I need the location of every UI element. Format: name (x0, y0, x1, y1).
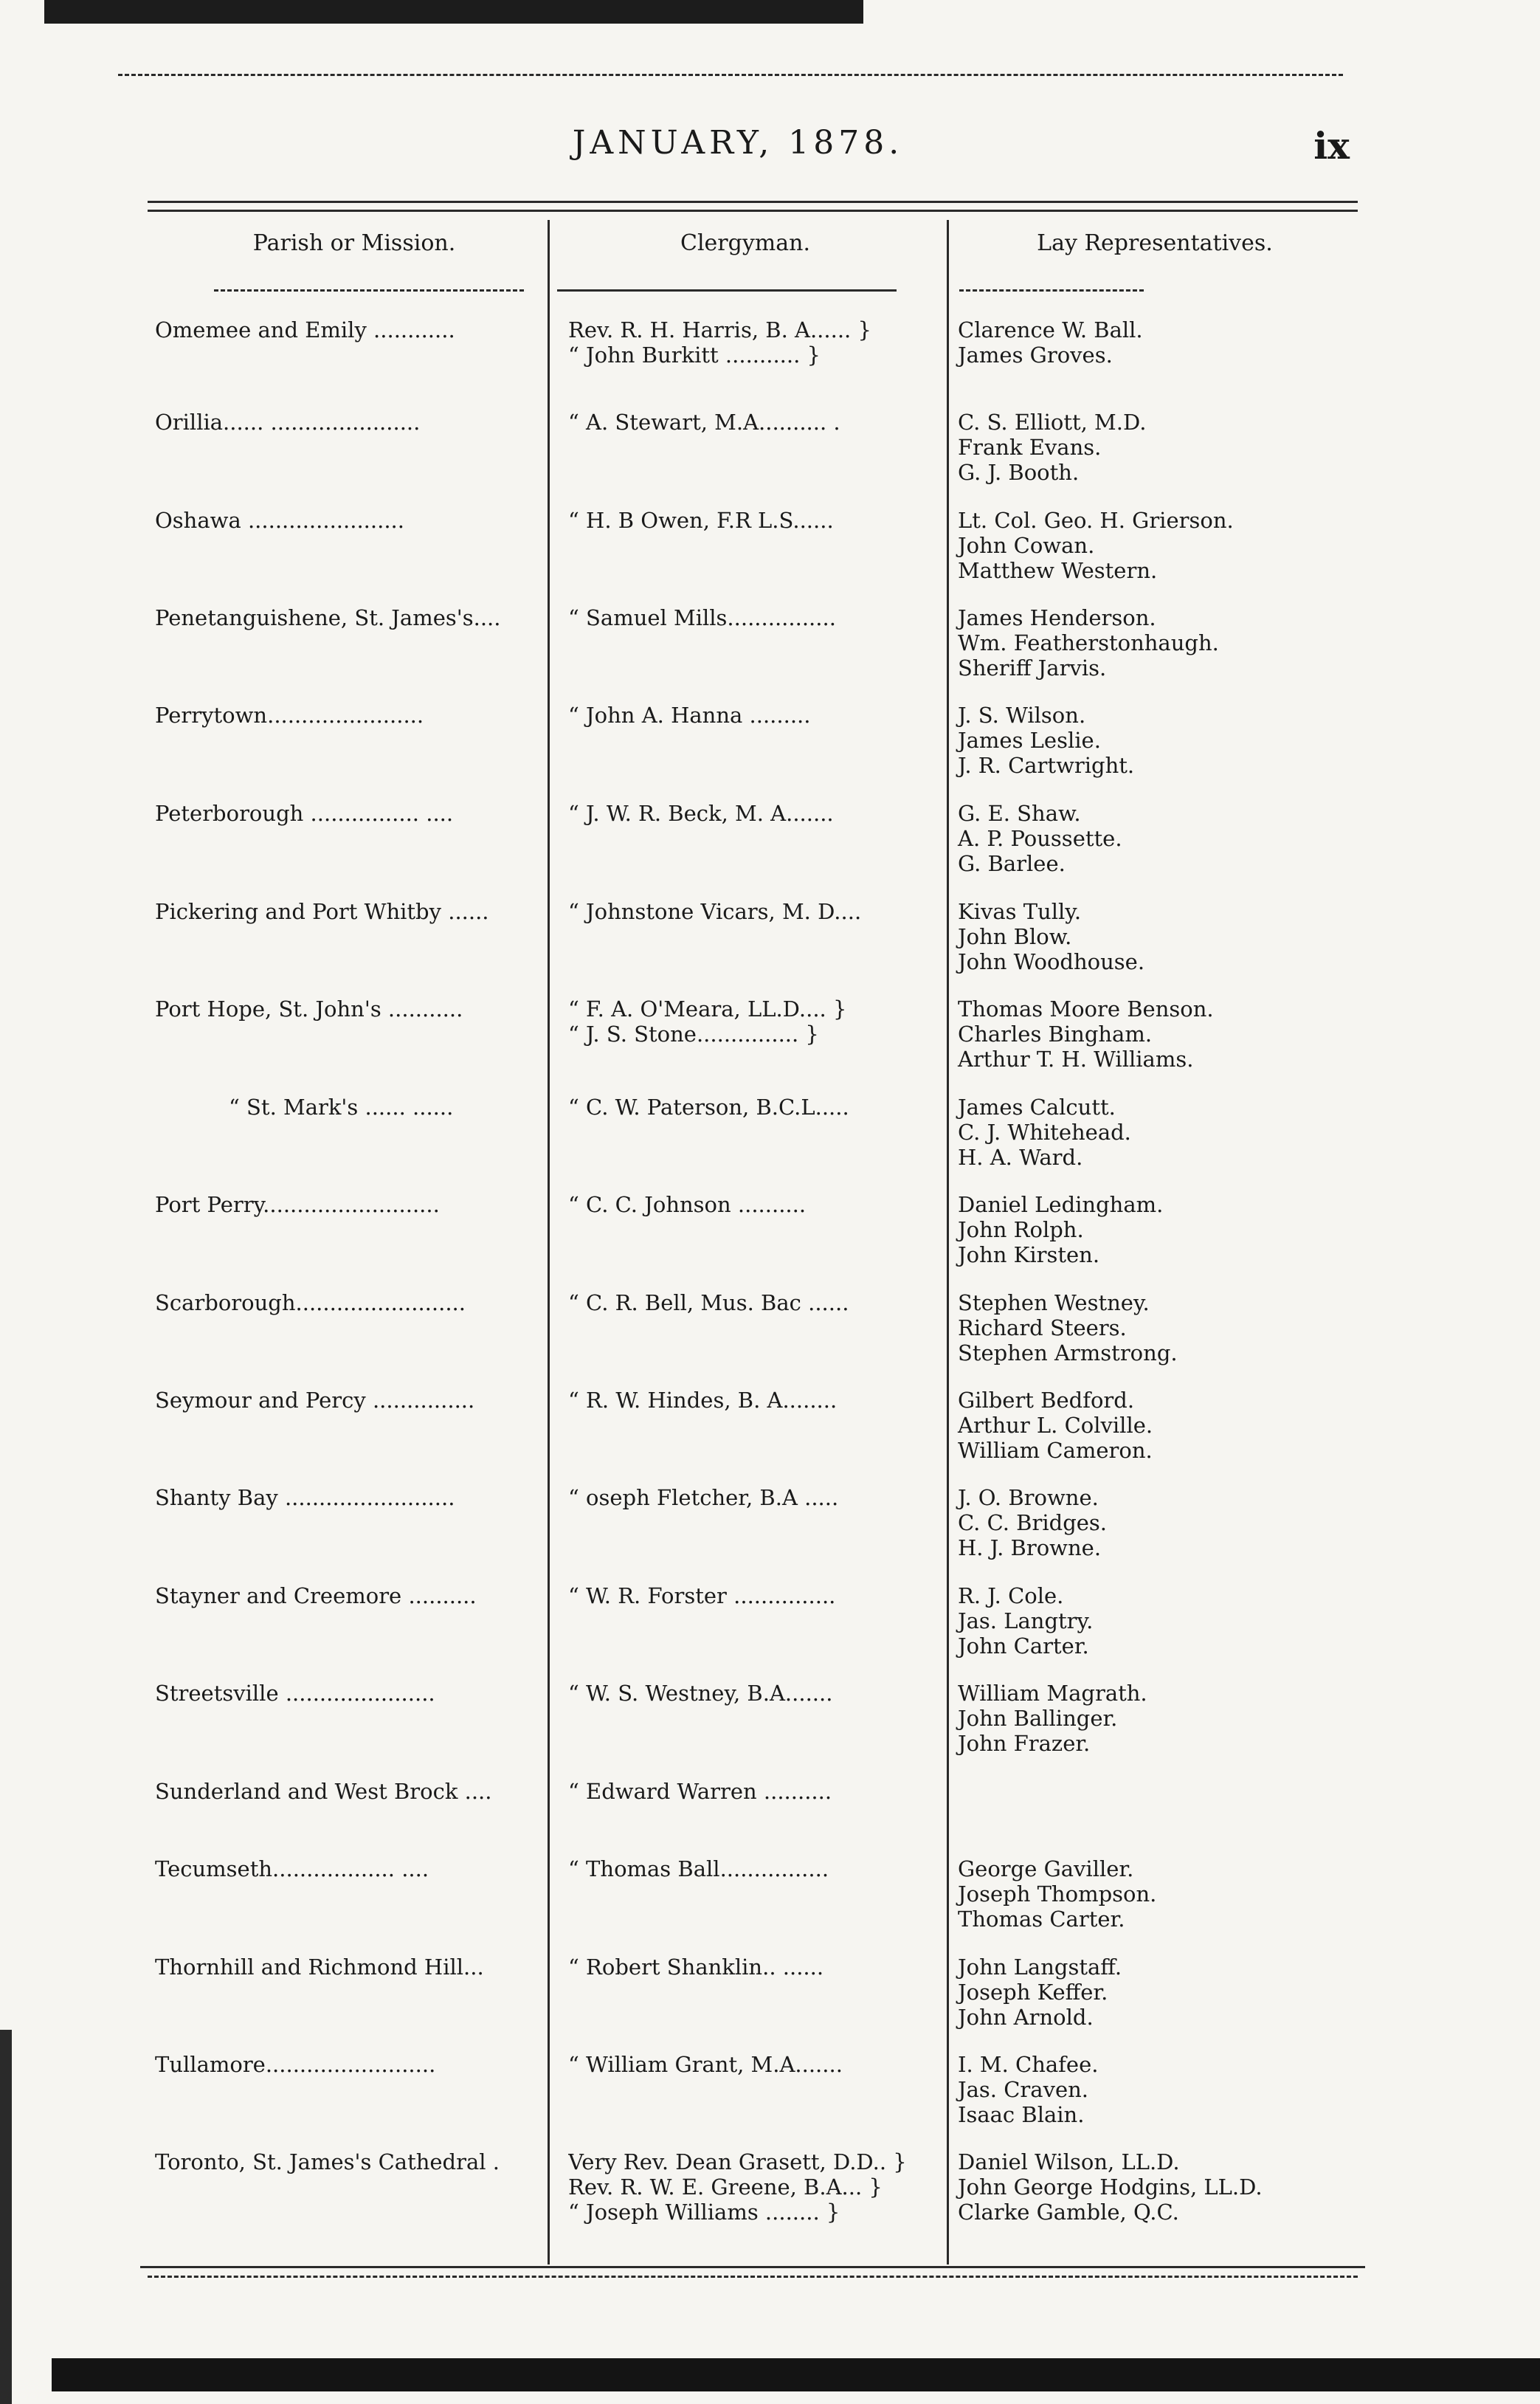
lay-representatives-cell (958, 899, 1371, 974)
lay-representatives-cell (958, 508, 1371, 583)
parish-name: Sunderland and West Brock .... (155, 1779, 492, 1804)
clergyman-cell (568, 410, 945, 435)
lay-representative-name: Kivas Tully. (958, 899, 1082, 924)
lay-representative-name: John Rolph. (958, 1217, 1084, 1242)
parish-name: Oshawa ....................... (155, 508, 404, 533)
lay-representative-name: William Cameron. (958, 1438, 1153, 1463)
lay-representative-name: James Groves. (958, 342, 1113, 368)
clergyman-cell (568, 899, 945, 924)
lay-representative-name: John George Hodgins, LL.D. (958, 2174, 1263, 2200)
clergyman-cell (568, 1954, 945, 1980)
parish-name: Tecumseth.................. .... (155, 1856, 429, 1881)
lay-representative-name: Arthur T. H. Williams. (958, 1047, 1194, 1072)
lay-representative-name: C. C. Bridges. (958, 1510, 1108, 1535)
clergyman-name: “ J. W. R. Beck, M. A....... (568, 801, 834, 826)
clergyman-cell (568, 1485, 945, 1510)
lay-representatives-cell (958, 1954, 1371, 2030)
column-header-parish: Parish or Mission. (252, 230, 456, 256)
lay-representative-name: I. M. Chafee. (958, 2052, 1099, 2077)
lay-representative-name: John Cowan. (958, 533, 1095, 558)
clergyman-name: “ F. A. O'Meara, LL.D.... } (568, 996, 847, 1022)
clergyman-name: “ John Burkitt ........... } (568, 342, 821, 368)
clergyman-cell (568, 1779, 945, 1804)
lay-representative-name: Clarence W. Ball. (958, 317, 1143, 342)
lay-representatives-cell (958, 1485, 1371, 1560)
lay-representative-name: R. J. Cole. (958, 1583, 1064, 1608)
clergyman-cell (568, 2052, 945, 2077)
lay-representative-name: H. A. Ward. (958, 1145, 1083, 1170)
page-number: ix (1313, 124, 1350, 168)
lay-representative-name: Charles Bingham. (958, 1022, 1153, 1047)
lay-representative-name: G. J. Booth. (958, 460, 1080, 485)
lay-representative-name: Clarke Gamble, Q.C. (958, 2200, 1179, 2225)
clergyman-cell (568, 1388, 945, 1413)
clergyman-cell (568, 1583, 945, 1608)
column-divider-right (947, 220, 949, 2264)
parish-name: Thornhill and Richmond Hill... (155, 1954, 484, 1980)
clergyman-cell (568, 1192, 945, 1217)
lay-representative-name: Jas. Langtry. (958, 1608, 1094, 1633)
lay-representative-name: Daniel Ledingham. (958, 1192, 1164, 1217)
lay-representative-name: J. R. Cartwright. (958, 753, 1135, 778)
lay-representative-name: John Frazer. (958, 1731, 1091, 1756)
lay-representative-name: Arthur L. Colville. (958, 1413, 1153, 1438)
lay-representative-name: Matthew Western. (958, 558, 1158, 583)
lay-representative-name: Stephen Westney. (958, 1290, 1150, 1315)
parish-name: Stayner and Creemore .......... (155, 1583, 477, 1608)
clergyman-cell (568, 996, 945, 1047)
lay-representatives-cell (958, 1290, 1371, 1365)
top-dashed-rule (118, 74, 1343, 76)
lay-representative-name: Joseph Keffer. (958, 1980, 1108, 2005)
lay-representative-name: William Magrath. (958, 1681, 1147, 1706)
lay-representative-name: A. P. Poussette. (958, 826, 1122, 851)
parish-name: Tullamore......................... (155, 2052, 436, 2077)
clergyman-name: Very Rev. Dean Grasett, D.D.. } (568, 2149, 907, 2174)
lay-representative-name: Lt. Col. Geo. H. Grierson. (958, 508, 1234, 533)
lay-representatives-cell (958, 801, 1371, 876)
clergyman-name: “ C. C. Johnson .......... (568, 1192, 807, 1217)
column-rule-clergy (557, 289, 897, 292)
clergyman-cell (568, 317, 945, 368)
lay-representatives-cell (958, 317, 1371, 368)
clergyman-cell (568, 605, 945, 630)
clergyman-cell (568, 1095, 945, 1120)
parish-name: Pickering and Port Whitby ...... (155, 899, 489, 924)
lay-representative-name: James Calcutt. (958, 1095, 1116, 1120)
clergyman-name: “ Thomas Ball................ (568, 1856, 829, 1881)
lay-representatives-cell (958, 2149, 1371, 2225)
lay-representative-name: John Carter. (958, 1633, 1089, 1659)
lay-representative-name: Isaac Blain. (958, 2102, 1085, 2127)
column-rule-parish (214, 289, 524, 292)
parish-name: Penetanguishene, St. James's.... (155, 605, 501, 630)
clergyman-cell (568, 801, 945, 826)
lay-representatives-cell (958, 703, 1371, 778)
column-divider-left (548, 220, 550, 2264)
lay-representative-name: Sheriff Jarvis. (958, 655, 1107, 681)
clergyman-name: “ C. W. Paterson, B.C.L..... (568, 1095, 849, 1120)
lay-representative-name: J. O. Browne. (958, 1485, 1099, 1510)
page-title: JANUARY, 1878. (572, 124, 904, 162)
parish-name: Orillia...... ...................... (155, 410, 421, 435)
clergyman-name: Rev. R. W. E. Greene, B.A... } (568, 2174, 883, 2200)
lay-representative-name: G. Barlee. (958, 851, 1066, 876)
lay-representative-name: James Henderson. (958, 605, 1156, 630)
lay-representative-name: Frank Evans. (958, 435, 1102, 460)
clergyman-name: “ W. S. Westney, B.A....... (568, 1681, 833, 1706)
column-rule-lay (959, 289, 1144, 292)
page-header (0, 124, 1540, 168)
scan-top-edge (44, 0, 863, 24)
parish-name: Streetsville ...................... (155, 1681, 435, 1706)
header-rule-2 (148, 210, 1358, 212)
lay-representative-name: John Ballinger. (958, 1706, 1118, 1731)
parish-name: Shanty Bay ......................... (155, 1485, 455, 1510)
lay-representatives-cell (958, 605, 1371, 681)
parish-name: “ St. Mark's ...... ...... (229, 1095, 454, 1120)
parish-name: Scarborough......................... (155, 1290, 466, 1315)
lay-representatives-cell (958, 1095, 1371, 1170)
header-rule-1 (148, 201, 1358, 203)
lay-representative-name: H. J. Browne. (958, 1535, 1102, 1560)
scan-left-edge (0, 2030, 12, 2404)
parish-name: Omemee and Emily ............ (155, 317, 455, 342)
lay-representative-name: Thomas Moore Benson. (958, 996, 1214, 1022)
parish-name: Perrytown....................... (155, 703, 424, 728)
parish-name: Peterborough ................ .... (155, 801, 454, 826)
lay-representative-name: Joseph Thompson. (958, 1881, 1157, 1907)
lay-representative-name: C. J. Whitehead. (958, 1120, 1131, 1145)
clergyman-name: “ John A. Hanna ......... (568, 703, 811, 728)
clergyman-name: “ William Grant, M.A....... (568, 2052, 843, 2077)
clergyman-name: “ A. Stewart, M.A.......... . (568, 410, 840, 435)
lay-representatives-cell (958, 1388, 1371, 1463)
lay-representatives-cell (958, 2052, 1371, 2127)
bottom-rule-1 (140, 2266, 1365, 2268)
clergyman-name: “ W. R. Forster ............... (568, 1583, 836, 1608)
clergyman-name: “ Samuel Mills................ (568, 605, 836, 630)
parish-name: Seymour and Percy ............... (155, 1388, 475, 1413)
lay-representative-name: John Arnold. (958, 2005, 1094, 2030)
scan-bottom-edge (52, 2358, 1540, 2391)
lay-representative-name: Daniel Wilson, LL.D. (958, 2149, 1180, 2174)
clergyman-cell (568, 1856, 945, 1881)
clergyman-cell (568, 508, 945, 533)
clergyman-name: “ R. W. Hindes, B. A........ (568, 1388, 838, 1413)
lay-representatives-cell (958, 1583, 1371, 1659)
parish-name: Port Perry.......................... (155, 1192, 440, 1217)
lay-representative-name: James Leslie. (958, 728, 1101, 753)
lay-representative-name: Gilbert Bedford. (958, 1388, 1135, 1413)
clergyman-name: Rev. R. H. Harris, B. A...... } (568, 317, 871, 342)
clergyman-name: “ oseph Fletcher, B.A ..... (568, 1485, 839, 1510)
lay-representative-name: John Langstaff. (958, 1954, 1122, 1980)
clergyman-cell (568, 1681, 945, 1706)
bottom-rule-2 (148, 2276, 1358, 2278)
clergyman-name: “ C. R. Bell, Mus. Bac ...... (568, 1290, 849, 1315)
lay-representative-name: John Blow. (958, 924, 1072, 949)
lay-representatives-cell (958, 1192, 1371, 1267)
clergyman-name: “ Edward Warren .......... (568, 1779, 832, 1804)
lay-representative-name: C. S. Elliott, M.D. (958, 410, 1147, 435)
clergyman-cell (568, 1290, 945, 1315)
lay-representative-name: Stephen Armstrong. (958, 1340, 1178, 1365)
lay-representatives-cell (958, 996, 1371, 1072)
lay-representative-name: John Woodhouse. (958, 949, 1145, 974)
column-header-lay: Lay Representatives. (1037, 230, 1273, 256)
column-header-clergyman: Clergyman. (680, 230, 810, 256)
lay-representative-name: Jas. Craven. (958, 2077, 1089, 2102)
lay-representatives-cell (958, 1681, 1371, 1756)
clergyman-cell (568, 2149, 945, 2225)
lay-representative-name: George Gaviller. (958, 1856, 1134, 1881)
clergyman-cell (568, 703, 945, 728)
lay-representative-name: G. E. Shaw. (958, 801, 1081, 826)
lay-representatives-cell (958, 410, 1371, 485)
lay-representative-name: Richard Steers. (958, 1315, 1127, 1340)
clergyman-name: “ Robert Shanklin.. ...... (568, 1954, 824, 1980)
lay-representatives-cell (958, 1856, 1371, 1932)
lay-representative-name: Wm. Featherstonhaugh. (958, 630, 1219, 655)
lay-representative-name: J. S. Wilson. (958, 703, 1086, 728)
clergyman-name: “ Johnstone Vicars, M. D.... (568, 899, 862, 924)
lay-representative-name: Thomas Carter. (958, 1907, 1125, 1932)
clergyman-name: “ H. B Owen, F.R L.S...... (568, 508, 834, 533)
parish-name: Toronto, St. James's Cathedral . (155, 2149, 500, 2174)
clergyman-name: “ J. S. Stone............... } (568, 1022, 819, 1047)
lay-representative-name: John Kirsten. (958, 1242, 1100, 1267)
parish-name: Port Hope, St. John's ........... (155, 996, 463, 1022)
clergyman-name: “ Joseph Williams ........ } (568, 2200, 840, 2225)
